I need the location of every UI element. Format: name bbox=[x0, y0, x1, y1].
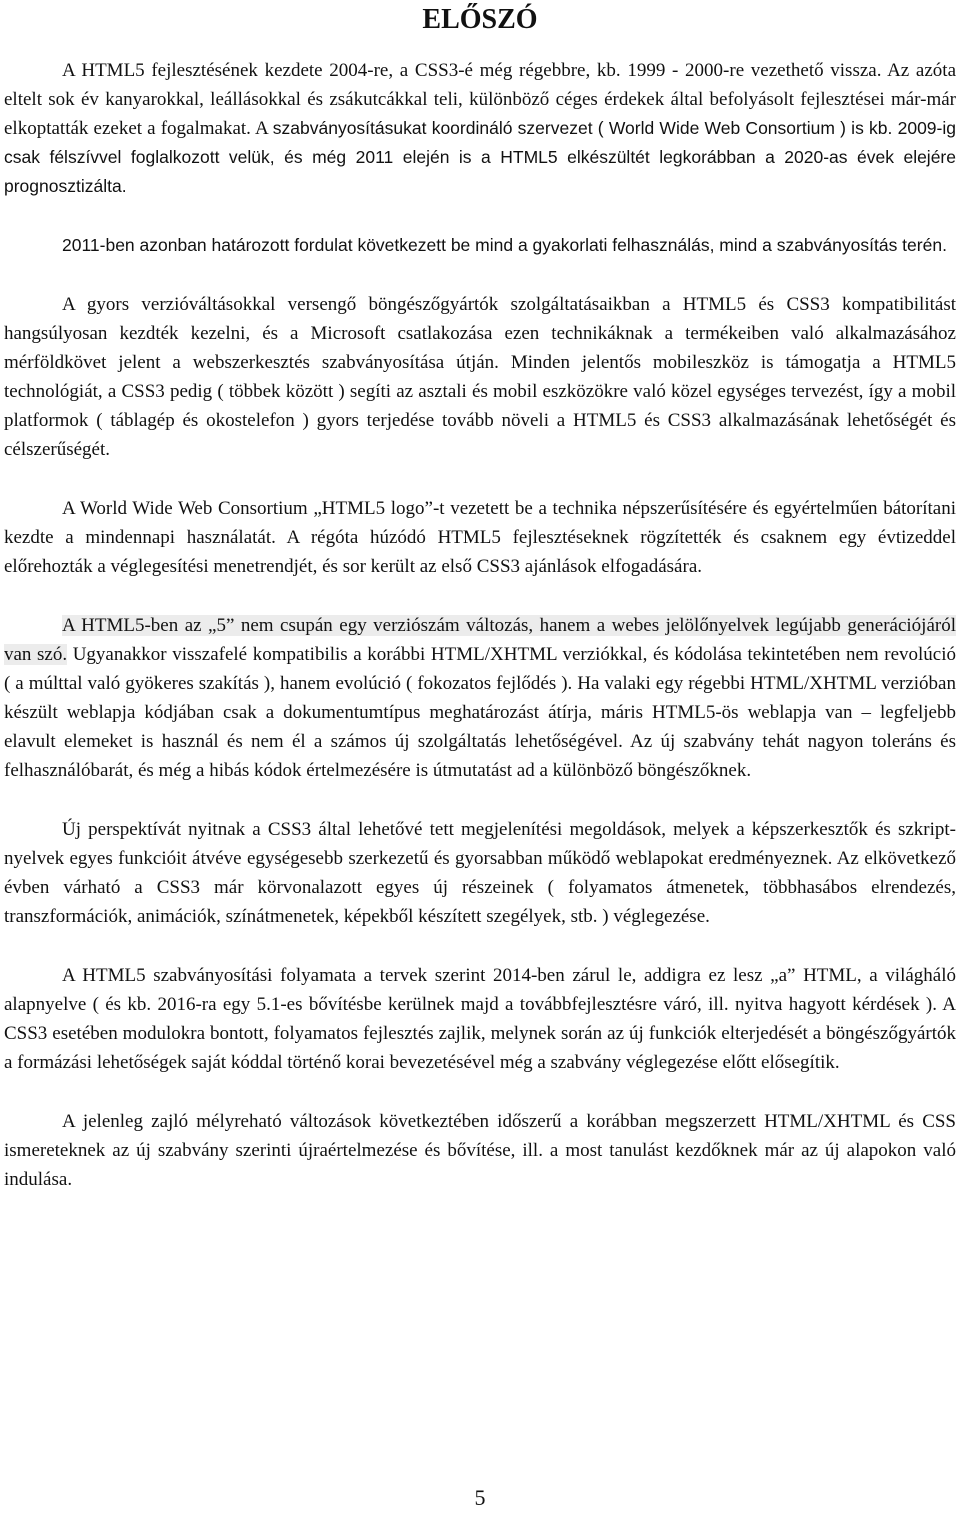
paragraph-5-rest: Ugyanakkor visszafelé kompatibilis a korábbi HTML/XHTML verziókkal, és kódolása tekintetében nem revolúció ( a múlttal való gyökeres szakítás ), hanem evolúció ( fokozatos fejlődés ). Ha valaki egy régebbi HTML/XHTML verzióban készült weblapja kódjában csak a dokumentumtípus meghatározást átírja, máris HTML5-ös weblapja van – legfeljebb elavult elemeket is használ és nem él a számos új szolgáltatás lehetőségével. Az új szabvány tehát nagyon toleráns és felhasználóbarát, és még a hibás kódok értelmezésére is útmutatást ad a különböző böngészőknek. bbox=[4, 644, 956, 781]
paragraph-1 bbox=[4, 56, 956, 201]
page-title: ELŐSZÓ bbox=[422, 4, 538, 35]
paragraph-7: A HTML5 szabványosítási folyamata a tervek szerint 2014-ben zárul le, addigra ez lesz „a” HTML, a világháló alapnyelve ( és kb. 2016-ra egy 5.1-es bővítésbe kerülnek majd a továbbfejlesztésre váró, ill. nyitva hagyott kérdések ). A CSS3 esetében modulokra bontott, folyamatos fejlesztés zajlik, melynek során az új funkciók elterjedését a böngészőgyártók a formázási lehetőségek saját kóddal történő korai bevezetésével még a szabvány véglegezése előtt elősegítik. bbox=[4, 965, 956, 1073]
paragraph-3: A gyors verzióváltásokkal versengő böngészőgyártók szolgáltatásaikban a HTML5 és CSS3 kompatibilitást hangsúlyosan kezdték kezelni, és a Microsoft csatlakozása ezen technikáknak a termékeiben való alkalmazásához mérföldkövet jelent a webszerkesztés szabványosítása útján. Minden jelentős mobileszköz is támogatja a HTML5 technológiát, a CSS3 pedig ( többek között ) segíti az asztali és mobil eszközökre való közel egységes tervezést, így a mobil platformok ( táblagép és okostelefon ) gyors terjedése tovább növeli a HTML5 és CSS3 alkalmazásának lehetőségét és célszerűségét. bbox=[4, 294, 956, 460]
paragraph-4: A World Wide Web Consortium „HTML5 logo”-t vezetett be a technika népszerűsítésére és egyértelműen bátorítani kezdte a mindennapi használatát. A régóta húzódó HTML5 fejlesztéseknek rögzítették és csaknem egy évtizeddel előrehozták a véglegesítési menetrendjét, és sor került az első CSS3 ajánlások elfogadására. bbox=[4, 498, 956, 577]
paragraph-1-part-b: szabványosításukat koordináló szervezet ( World Wide Web Consortium ) is kb. 2009-ig csak félszívvel foglalkozott velük, és még 2011 elején is a HTML5 elkészültét legkorábban a 2020-as évek elejére prognosztizálta. bbox=[4, 118, 956, 196]
page-number: 5 bbox=[474, 1485, 486, 1510]
body-text bbox=[4, 56, 956, 1224]
paragraph-8: A jelenleg zajló mélyreható változások következtében időszerű a korábban megszerzett HTML/XHTML és CSS ismereteknek az új szabvány szerinti újraértelmezése és bővítése, ill. a most tanulást kezdőknek már az új alapokon való indulása. bbox=[4, 1111, 956, 1190]
paragraph-5-highlighted: A HTML5-ben az „5” nem csupán egy verziószám változás, hanem a webes jelölőnyelvek legújabb generációjáról van szó. bbox=[4, 615, 956, 665]
paragraph-5 bbox=[4, 611, 956, 785]
paragraph-1-part-a: A HTML5 fejlesztésének kezdete 2004-re, a CSS3-é még régebbre, kb. 1999 - 2000-re vezethető vissza. Az azóta eltelt sok év kanyarokkal, leállásokkal és zsákutcákkal teli, különböző céges érdekek által befolyásolt fejlesztései már-már elkoptatták ezeket a fogalmakat. A bbox=[4, 60, 956, 139]
paragraph-6: Új perspektívát nyitnak a CSS3 által lehetővé tett megjelenítési megoldások, melyek a képszerkesztők és szkript-nyelvek egyes funkcióit átvéve egységesebb szerkezetű és gyorsabban működő weblapokat eredményeznek. Az elkövetkező évben várható a CSS3 már körvonalazott egyes új részeinek ( folyamatos átmenetek, többhasábos elrendezés, transzformációk, animációk, színátmenetek, képekből készített szegélyek, stb. ) véglegezése. bbox=[4, 819, 956, 927]
paragraph-2: 2011-ben azonban határozott fordulat következett be mind a gyakorlati felhasználás, mind a szabványosítás terén. bbox=[62, 235, 947, 255]
